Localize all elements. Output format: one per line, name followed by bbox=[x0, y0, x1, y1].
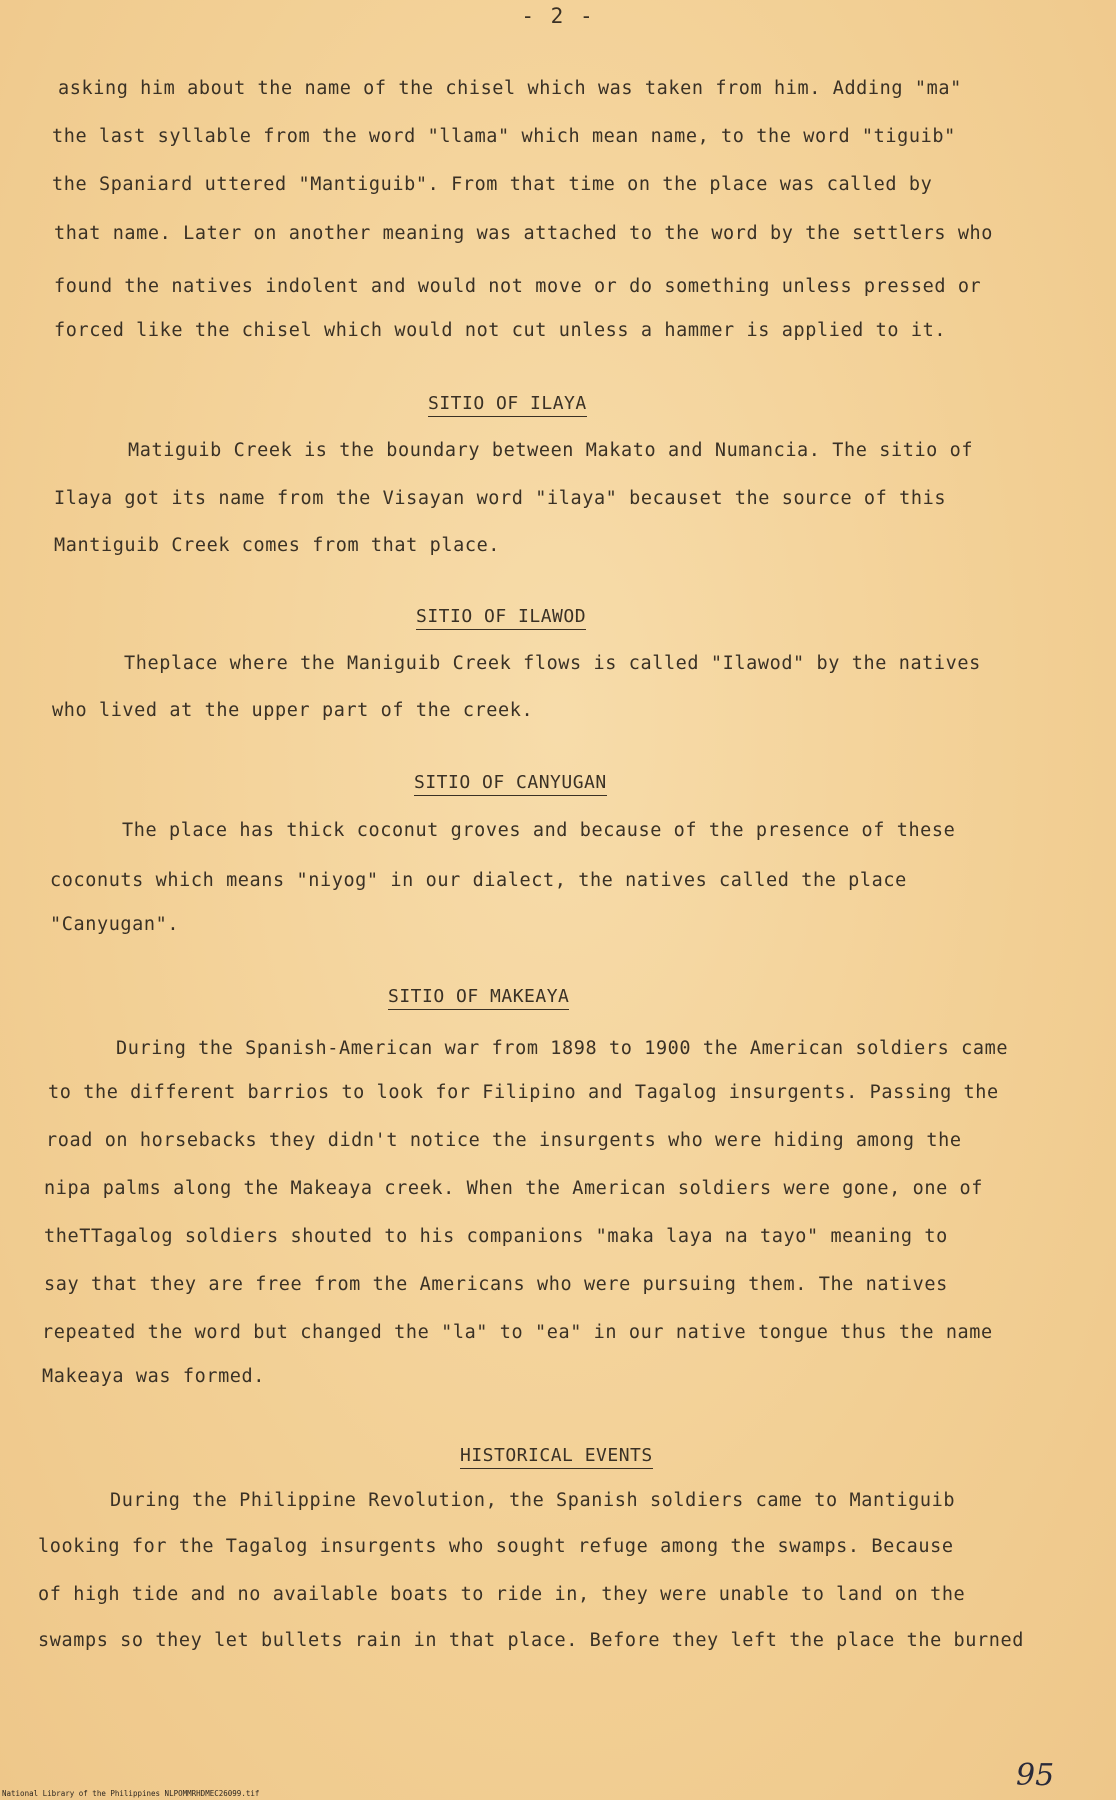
text-line: During the Philippine Revolution, the Spanish soldiers came to Mantiguib bbox=[110, 1490, 956, 1511]
page-number: - 2 - bbox=[521, 4, 595, 28]
text-line: the last syllable from the word "llama" which mean name, to the word "tiguib" bbox=[52, 126, 956, 147]
text-line: forced like the chisel which would not cut unless a hammer is applied to it. bbox=[54, 320, 947, 341]
text-line: asking him about the name of the chisel which was taken from him. Adding "ma" bbox=[58, 78, 962, 99]
archive-footer: National Library of the Philippines NLPOMMRHDMEC26099.tif bbox=[2, 1789, 260, 1798]
section-heading: SITIO OF ILAWOD bbox=[416, 606, 586, 630]
text-line: to the different barrios to look for Filipino and Tagalog insurgents. Passing the bbox=[48, 1082, 999, 1103]
text-line: looking for the Tagalog insurgents who sought refuge among the swamps. Because bbox=[38, 1536, 954, 1557]
handwritten-page-number: 95 bbox=[1016, 1758, 1055, 1793]
text-line: say that they are free from the Americans who were pursuing them. The natives bbox=[44, 1274, 948, 1295]
text-line: Ilaya got its name from the Visayan word "ilaya" becauset the source of this bbox=[54, 488, 947, 509]
text-line: road on horsebacks they didn't notice the insurgents who were hiding among the bbox=[46, 1130, 962, 1151]
text-line: The place has thick coconut groves and because of the presence of these bbox=[122, 820, 956, 841]
text-line: theTTagalog soldiers shouted to his companions "maka laya na tayo" meaning to bbox=[44, 1226, 948, 1247]
text-line: the Spaniard uttered "Mantiguib". From that time on the place was called by bbox=[52, 174, 933, 195]
section-heading: SITIO OF MAKEAYA bbox=[388, 986, 569, 1010]
text-line: nipa palms along the Makeaya creek. When the American soldiers were gone, one of bbox=[44, 1178, 984, 1199]
text-line: "Canyugan". bbox=[50, 914, 180, 935]
text-line: Theplace where the Maniguib Creek flows is called "Ilawod" by the natives bbox=[124, 653, 981, 674]
text-line: Makeaya was formed. bbox=[42, 1366, 266, 1387]
section-heading: HISTORICAL EVENTS bbox=[460, 1445, 653, 1469]
text-line: of high tide and no available boats to ride in, they were unable to land on the bbox=[38, 1584, 966, 1605]
text-line: found the natives indolent and would not move or do something unless pressed or bbox=[54, 276, 982, 297]
text-line: coconuts which means "niyog" in our dialect, the natives called the place bbox=[50, 870, 907, 891]
text-line: repeated the word but changed the "la" to "ea" in our native tongue thus the name bbox=[42, 1322, 993, 1343]
section-heading: SITIO OF ILAYA bbox=[428, 393, 587, 417]
text-line: Matiguib Creek is the boundary between Makato and Numancia. The sitio of bbox=[128, 440, 974, 461]
section-heading: SITIO OF CANYUGAN bbox=[414, 772, 607, 796]
text-line: Mantiguib Creek comes from that place. bbox=[54, 535, 501, 556]
text-line: that name. Later on another meaning was attached to the word by the settlers who bbox=[54, 223, 994, 244]
text-line: During the Spanish-American war from 1898 to 1900 the American soldiers came bbox=[116, 1038, 1009, 1059]
text-line: swamps so they let bullets rain in that place. Before they left the place the burned bbox=[38, 1630, 1024, 1651]
text-line: who lived at the upper part of the creek. bbox=[52, 700, 534, 721]
